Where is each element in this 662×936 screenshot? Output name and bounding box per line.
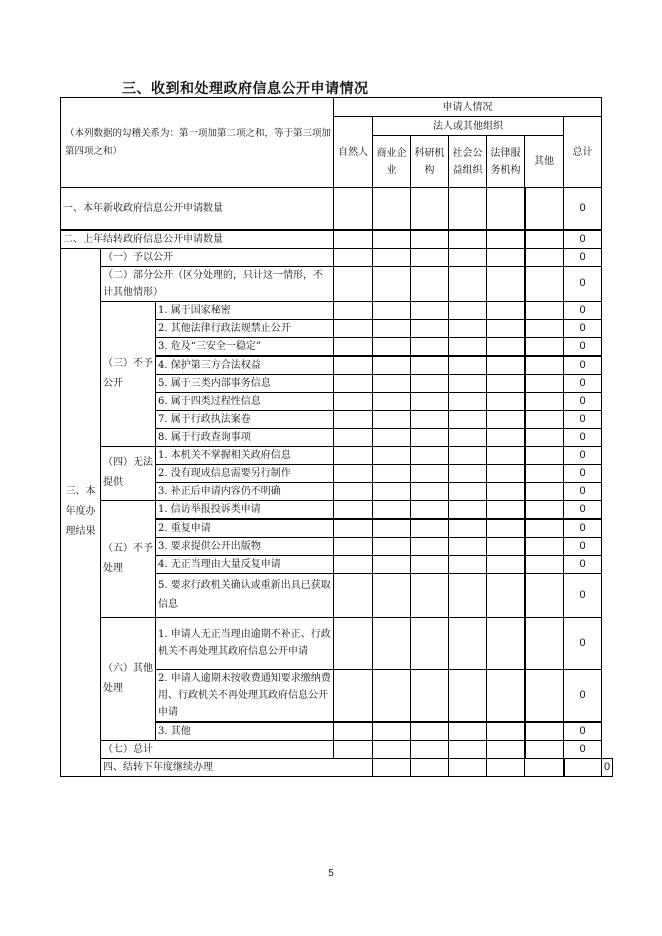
header-legal-service: 法律服务机构 — [487, 136, 525, 188]
table-row — [61, 446, 613, 464]
table-row — [61, 301, 613, 319]
row-total: 0 — [564, 301, 602, 319]
group-label: （三）不予公开 — [101, 301, 156, 446]
row-total: 0 — [564, 740, 602, 758]
section3-label: 三、本年度办理结果 — [61, 248, 101, 776]
row-label: 四、结转下年度继续办理 — [101, 758, 373, 776]
row-total: 0 — [564, 392, 602, 410]
header-natural-person: 自然人 — [334, 117, 373, 188]
row-label: 1. 属于国家秘密 — [156, 301, 334, 319]
row-label: 8. 属于行政查询事项 — [156, 428, 334, 446]
table-row — [61, 617, 613, 669]
row-label: 二、上年结转政府信息公开申请数量 — [61, 230, 334, 249]
table-row — [61, 248, 613, 266]
row-label: 1. 本机关不掌握相关政府信息 — [156, 446, 334, 464]
row-label: （二）部分公开（区分处理的，只计这一情形，不计其他情形） — [101, 266, 334, 301]
header-applicant-group: 申请人情况 — [334, 98, 602, 117]
row-total: 0 — [564, 555, 602, 573]
group-label: （六）其他处理 — [101, 617, 156, 740]
row-total: 0 — [564, 617, 602, 669]
row-total: 0 — [564, 188, 602, 230]
row-label: 3. 其他 — [156, 722, 334, 741]
page-number: 5 — [328, 868, 334, 879]
row-total: 0 — [564, 230, 602, 249]
row-label: （一）予以公开 — [101, 248, 334, 266]
row-label: 2. 其他法律行政法规禁止公开 — [156, 319, 334, 337]
table-row — [61, 500, 613, 519]
table-row — [61, 188, 613, 230]
row-label: 2. 申请人逾期未按收费通知要求缴纳费用、行政机关不再处理其政府信息公开申请 — [156, 669, 334, 722]
row-label: 5. 属于三类内部事务信息 — [156, 374, 334, 392]
header-other: 其他 — [525, 136, 564, 188]
row-total: 0 — [564, 573, 602, 617]
row-label: 5. 要求行政机关确认或重新出具已获取信息 — [156, 573, 334, 617]
row-label: 一、本年新收政府信息公开申请数量 — [61, 188, 334, 230]
header-social: 社会公益组织 — [449, 136, 487, 188]
row-label: 2. 没有现成信息需要另行制作 — [156, 464, 334, 482]
row-total: 0 — [564, 537, 602, 555]
header-total: 总计 — [564, 117, 602, 188]
row-label: （七）总计 — [101, 740, 334, 758]
table-row — [61, 266, 613, 301]
table-row — [61, 758, 613, 776]
row-label: 4. 保护第三方合法权益 — [156, 356, 334, 375]
row-label: 4. 无正当理由大量反复申请 — [156, 555, 334, 573]
header-business: 商业企业 — [373, 136, 411, 188]
row-label: 3. 补正后申请内容仍不明确 — [156, 482, 334, 500]
header-legal-group: 法人或其他组织 — [373, 117, 564, 136]
row-label: 6. 属于四类过程性信息 — [156, 392, 334, 410]
row-label: 1. 申请人无正当理由逾期不补正、行政机关不再处理其政府信息公开申请 — [156, 617, 334, 669]
row-total: 0 — [564, 428, 602, 446]
row-total: 0 — [564, 374, 602, 392]
section-title: 三、收到和处理政府信息公开申请情况 — [122, 81, 369, 97]
group-label: （五）不予处理 — [101, 500, 156, 617]
row-total: 0 — [564, 266, 602, 301]
row-total: 0 — [602, 758, 613, 776]
row-label: 1. 信访举报投诉类申请 — [156, 500, 334, 519]
row-total: 0 — [564, 464, 602, 482]
table-row — [61, 230, 613, 249]
group-label: （四）无法提供 — [101, 446, 156, 500]
row-total: 0 — [564, 722, 602, 741]
row-label: 3. 要求提供公开出版物 — [156, 537, 334, 555]
row-total: 0 — [564, 669, 602, 722]
row-label: 7. 属于行政执法案卷 — [156, 410, 334, 428]
row-label: 3. 危及“三安全一稳定” — [156, 337, 334, 356]
foia-requests-table — [60, 97, 613, 777]
header-research: 科研机构 — [411, 136, 449, 188]
row-total: 0 — [564, 356, 602, 375]
row-total: 0 — [564, 446, 602, 464]
row-total: 0 — [564, 410, 602, 428]
row-total: 0 — [564, 337, 602, 356]
table-row — [61, 740, 613, 758]
row-total: 0 — [564, 500, 602, 519]
row-total: 0 — [564, 319, 602, 337]
row-total: 0 — [564, 248, 602, 266]
row-total: 0 — [564, 519, 602, 538]
row-total: 0 — [564, 482, 602, 500]
row-label: 2. 重复申请 — [156, 519, 334, 538]
header-note: （本列数据的勾稽关系为：第一项加第二项之和，等于第三项加第四项之和） — [61, 98, 334, 188]
